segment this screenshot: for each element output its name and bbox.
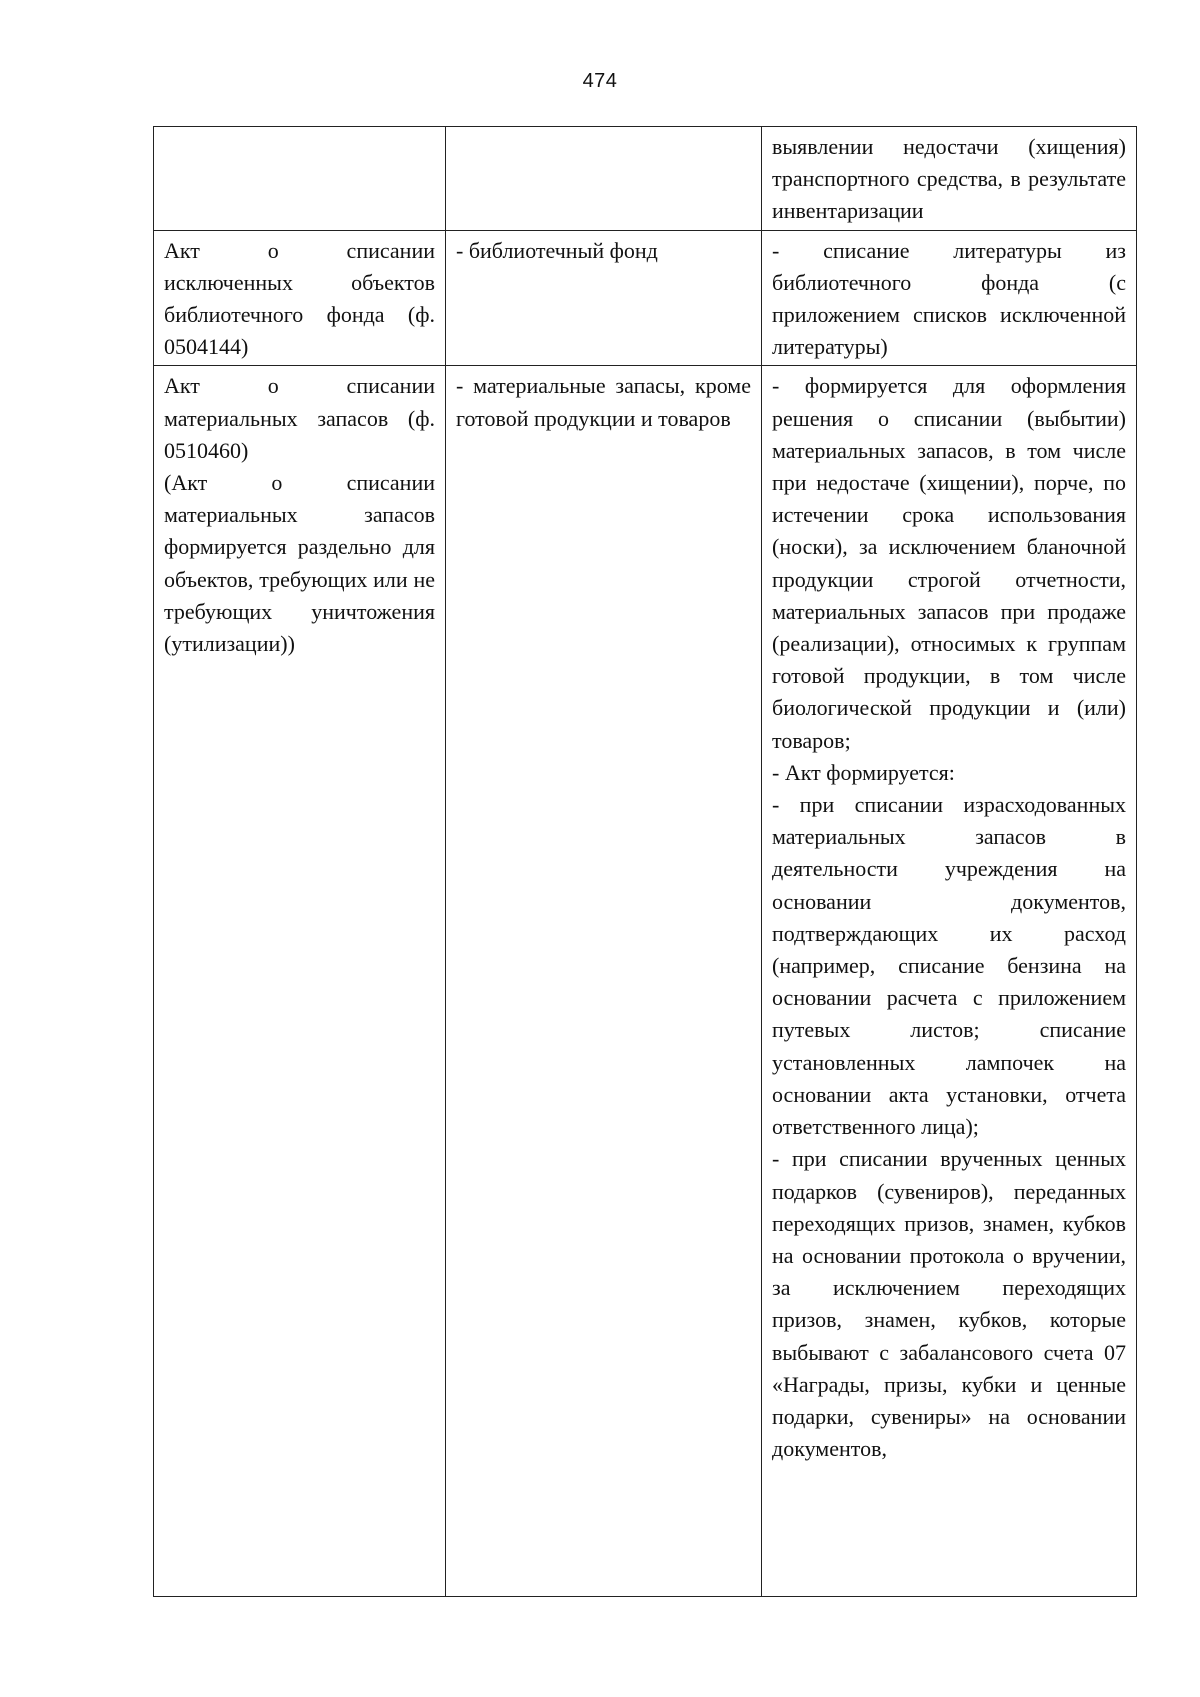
table-cell-object (446, 230, 762, 366)
cell-paragraph: - при списании израсходованных материальных запасов в деятельности учреждения на основании документов, подтверждающих их расход (например, списание бензина на основании расчета с приложением путевых листов; списание установленных лампочек на основании акта установки, отчета ответственного лица); (772, 792, 1126, 1140)
cell-paragraph: - материальные запасы, кроме готовой продукции и товаров (456, 373, 751, 431)
table-cell-purpose (762, 127, 1137, 231)
cell-paragraph: (Акт о списании материальных запасов формируется раздельно для объектов, требующих или не требующих уничтожения (утилизации)) (164, 470, 435, 657)
cell-paragraph: - при списании врученных ценных подарков (сувениров), переданных переходящих призов, знамен, кубков на основании протокола о вручении, за исключением переходящих призов, знамен, кубков, которые выбывают с забалансового счета 07 «Награды, призы, кубки и ценные подарки, сувениры» на основании документов, (772, 1146, 1126, 1462)
cell-paragraph: - библиотечный фонд (456, 237, 658, 263)
table-cell-purpose (762, 366, 1137, 1597)
table-row (154, 127, 1137, 231)
cell-paragraph: Акт о списании исключенных объектов библиотечного фонда (ф. 0504144) (164, 237, 435, 360)
page-number: 474 (582, 70, 618, 92)
cell-paragraph: - Акт формируется: (772, 759, 955, 785)
table-cell-document (154, 127, 446, 231)
table-cell-purpose (762, 230, 1137, 366)
table-cell-document (154, 366, 446, 1597)
cell-paragraph: - формируется для оформления решения о списании (выбытии) материальных запасов, в том числе при недостаче (хищении), порче, по истечении срока использования (носки), за исключением бланочной продукции строгой отчетности, материальных запасов при продаже (реализации), относимых к группам готовой продукции, в том числе биологической продукции и (или) товаров; (772, 373, 1126, 753)
cell-paragraph: выявлении недостачи (хищения) транспортного средства, в результате инвентаризации (772, 134, 1126, 224)
table-row (154, 366, 1137, 1597)
cell-paragraph: Акт о списании материальных запасов (ф. 0510460) (164, 373, 435, 463)
table-cell-object (446, 366, 762, 1597)
table-row (154, 230, 1137, 366)
document-table (153, 126, 1137, 1597)
cell-paragraph: - списание литературы из библиотечного фонда (с приложением списков исключенной литературы) (772, 237, 1126, 360)
table-cell-document (154, 230, 446, 366)
table-cell-object (446, 127, 762, 231)
